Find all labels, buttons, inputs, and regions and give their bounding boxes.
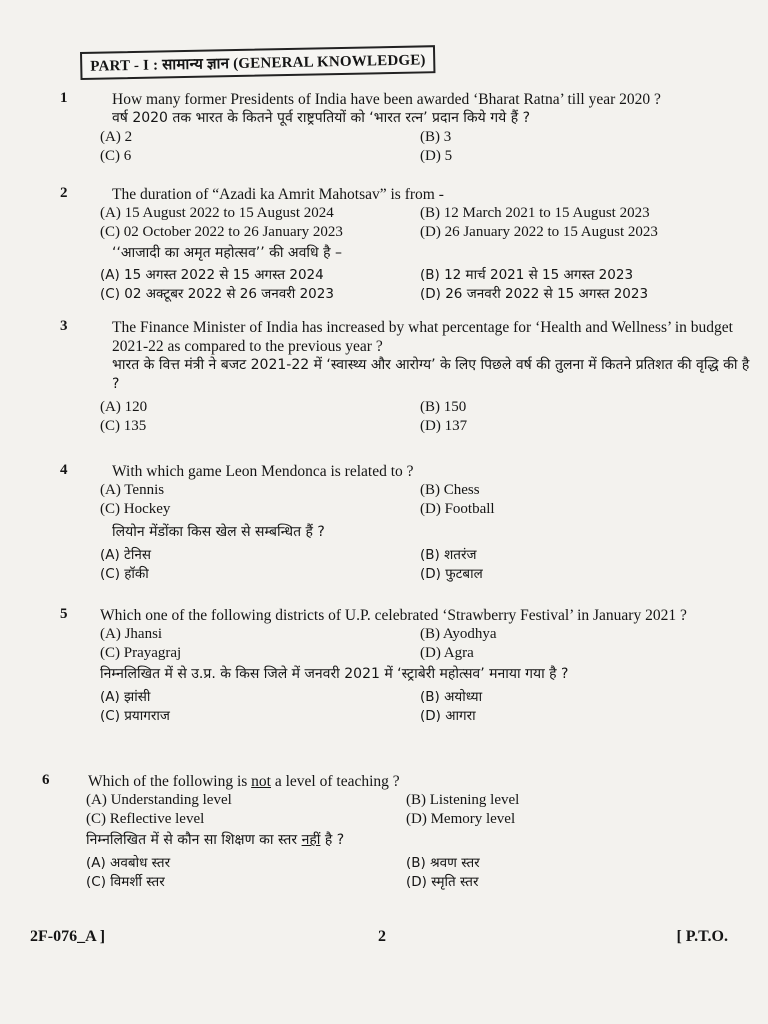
question-2: [60, 185, 750, 304]
options-en: [100, 204, 750, 242]
option-a: (A) 2: [100, 129, 133, 145]
question-6: [42, 772, 750, 892]
question-text-hi: निम्नलिखित में से कौन सा शिक्षण का स्तर नहीं है ?: [86, 832, 345, 848]
option-a: (A) 120: [100, 399, 148, 415]
question-number: 1: [60, 90, 68, 106]
options-hi: [100, 688, 750, 726]
option-b: (B) 12 March 2021 to 15 August 2023: [420, 205, 650, 221]
option-b: (B) Chess: [420, 482, 480, 498]
question-text-en: The Finance Minister of India has increased by what percentage for ‘Health and Wellness’ in budget 2021-22 as compared to the previous year ?: [112, 319, 733, 355]
option-d: (D) 5: [420, 148, 453, 164]
option-a: (A) Tennis: [100, 482, 165, 498]
question-text-en: With which game Leon Mendonca is related to ?: [112, 463, 414, 480]
question-3: [60, 318, 750, 436]
option-d: (D) 137: [420, 418, 468, 434]
options-en: [100, 625, 750, 663]
paper-code: 2F-076_A ]: [30, 928, 106, 945]
options-hi: [86, 854, 750, 892]
option-a: (A) Jhansi: [100, 626, 163, 642]
question-text-hi: भारत के वित्त मंत्री ने बजट 2021-22 में ‘स्वास्थ्य और आरोग्य’ के लिए पिछले वर्ष की तुलना में कितने प्रतिशत की वृद्धि की है ?: [112, 357, 750, 392]
option-d: (D) Football: [420, 501, 495, 517]
options-en: [100, 398, 750, 436]
option-d: (D) आगरा: [420, 708, 476, 724]
pto-label: [ P.T.O.: [676, 928, 728, 945]
option-a: (A) Understanding level: [86, 792, 232, 808]
option-b: (B) 12 मार्च 2021 से 15 अगस्त 2023: [420, 267, 634, 283]
option-c: (C) Prayagraj: [100, 645, 182, 661]
option-b: (B) 3: [420, 129, 452, 145]
options-hi: [100, 546, 750, 584]
question-number: 3: [60, 318, 68, 334]
option-c: (C) विमर्शी स्तर: [86, 874, 165, 890]
option-b: (B) Listening level: [406, 792, 520, 808]
option-d: (D) Memory level: [406, 811, 516, 827]
question-text-hi: लियोन मेंडोंका किस खेल से सम्बन्धित हैं ?: [112, 524, 325, 540]
option-b: (B) अयोध्या: [420, 689, 483, 705]
question-number: 2: [60, 185, 68, 201]
option-a: (A) झांसी: [100, 689, 151, 705]
options-hi: [100, 266, 750, 304]
option-b: (B) 150: [420, 399, 467, 415]
part-title: PART - I : सामान्य ज्ञान (GENERAL KNOWLEDGE): [80, 45, 436, 80]
question-number: 5: [60, 606, 68, 622]
question-number: 4: [60, 462, 68, 478]
option-a: (A) टेनिस: [100, 547, 151, 563]
option-c: (C) प्रयागराज: [100, 708, 170, 724]
option-a: (A) अवबोध स्तर: [86, 855, 171, 871]
option-d: (D) स्मृति स्तर: [406, 874, 479, 890]
option-d: (D) Agra: [420, 645, 474, 661]
question-number: 6: [42, 772, 50, 788]
option-a: (A) 15 August 2022 to 15 August 2024: [100, 205, 334, 221]
question-4: [60, 462, 750, 584]
question-text-hi: निम्नलिखित में से उ.प्र. के किस जिले में जनवरी 2021 में ‘स्ट्राबेरी महोत्सव’ मनाया गया है ?: [100, 666, 569, 682]
question-text-hi: ‘‘आजादी का अमृत महोत्सव’’ की अवधि है –: [112, 245, 342, 261]
option-b: (B) श्रवण स्तर: [406, 855, 480, 871]
option-c: (C) 6: [100, 148, 132, 164]
options-en: [100, 128, 750, 166]
options-en: [86, 791, 750, 829]
question-5: [60, 606, 750, 726]
question-text-hi: वर्ष 2020 तक भारत के कितने पूर्व राष्ट्रपतियों को ‘भारत रत्न’ प्रदान किये गये हैं ?: [112, 110, 531, 126]
option-a: (A) 15 अगस्त 2022 से 15 अगस्त 2024: [100, 267, 324, 283]
question-text-en: The duration of “Azadi ka Amrit Mahotsav” is from -: [112, 186, 444, 203]
option-c: (C) 02 अक्टूबर 2022 से 26 जनवरी 2023: [100, 286, 334, 302]
option-b: (B) Ayodhya: [420, 626, 497, 642]
question-text-en: Which one of the following districts of U.P. celebrated ‘Strawberry Festival’ in January 2021 ?: [100, 607, 687, 624]
option-d: (D) फुटबाल: [420, 566, 483, 582]
option-c: (C) 02 October 2022 to 26 January 2023: [100, 224, 343, 240]
question-text-en: How many former Presidents of India have been awarded ‘Bharat Ratna’ till year 2020 ?: [112, 91, 661, 108]
question-text-en: Which of the following is not a level of teaching ?: [88, 773, 400, 790]
options-en: [100, 481, 750, 519]
page-number: 2: [378, 928, 386, 945]
option-c: (C) Reflective level: [86, 811, 205, 827]
option-c: (C) Hockey: [100, 501, 171, 517]
option-c: (C) हॉकी: [100, 566, 149, 582]
option-b: (B) शतरंज: [420, 547, 477, 563]
option-d: (D) 26 January 2022 to 15 August 2023: [420, 224, 658, 240]
option-c: (C) 135: [100, 418, 147, 434]
question-1: [60, 90, 750, 166]
option-d: (D) 26 जनवरी 2022 से 15 अगस्त 2023: [420, 286, 649, 302]
